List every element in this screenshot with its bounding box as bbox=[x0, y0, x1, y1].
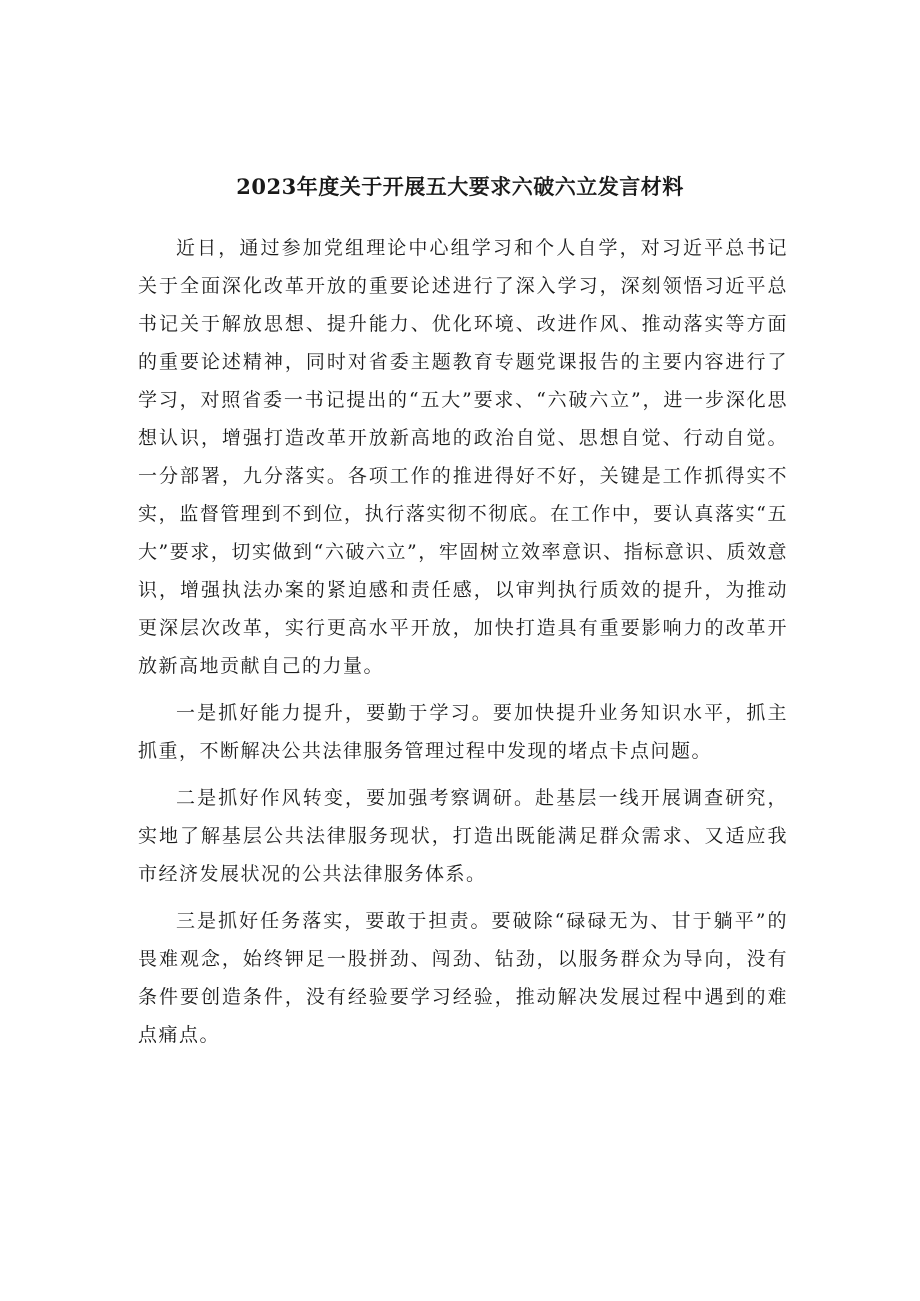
paragraph-point-three: 三是抓好任务落实，要敢于担责。要破除“碌碌无为、甘于躺平”的畏难观念，始终钾足一股拼劲、闯劲、钻劲，以服务群众为导向，没有条件要创造条件，没有经验要学习经验，推动解决发展过程中遇到的难点痛点。 bbox=[138, 910, 788, 1046]
document-body bbox=[138, 229, 788, 1063]
document-title: 2023年度关于开展五大要求六破六立发言材料 bbox=[236, 174, 684, 199]
paragraph-point-one: 一是抓好能力提升，要勤于学习。要加快提升业务知识水平，抓主抓重，不断解决公共法律服务管理过程中发现的堵点卡点问题。 bbox=[138, 702, 788, 762]
paragraph-point-two: 二是抓好作风转变，要加强考察调研。赴基层一线开展调查研究，实地了解基层公共法律服务现状，打造出既能满足群众需求、又适应我市经济发展状况的公共法律服务体系。 bbox=[138, 787, 788, 885]
paragraph-intro: 近日，通过参加党组理论中心组学习和个人自学，对习近平总书记关于全面深化改革开放的重要论述进行了深入学习，深刻领悟习近平总书记关于解放思想、提升能力、优化环境、改进作风、推动落实等方面的重要论述精神，同时对省委主题教育专题党课报告的主要内容进行了学习，对照省委一书记提出的“五大”要求、“六破六立”，进一步深化思想认识，增强打造改革开放新高地的政治自觉、思想自觉、行动自觉。一分部署，九分落实。各项工作的推进得好不好，关键是工作抓得实不实，监督管理到不到位，执行落实彻不彻底。在工作中，要认真落实“五大”要求，切实做到“六破六立”，牢固树立效率意识、指标意识、质效意识，增强执法办案的紧迫感和责任感，以审判执行质效的提升，为推动更深层次改革，实行更高水平开放，加快打造具有重要影响力的改革开放新高地贡献自己的力量。 bbox=[138, 237, 788, 677]
